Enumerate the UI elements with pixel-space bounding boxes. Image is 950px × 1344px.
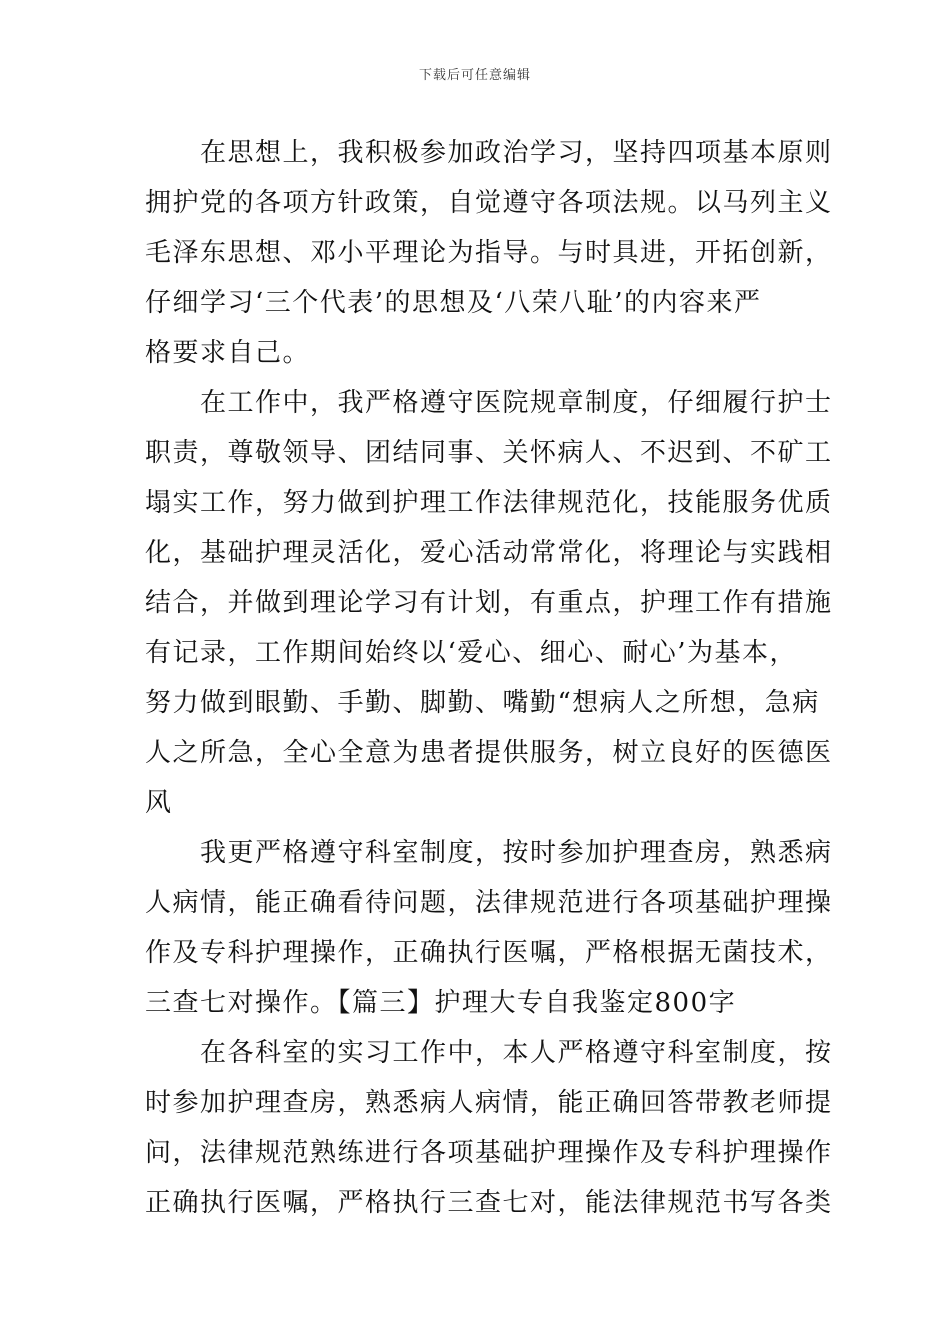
text-line: 有记录，工作期间始终以‘爱心、细心、耐心’为基本， [145, 638, 798, 668]
paragraph-2 [145, 378, 833, 828]
text-line: 职责，尊敬领导、团结同事、关怀病人、不迟到、不矿工 [145, 438, 833, 468]
text-line: 我更严格遵守科室制度，按时参加护理查房，熟悉病 [145, 838, 833, 868]
text-line: 在工作中，我严格遵守医院规章制度，仔细履行护士 [145, 388, 833, 418]
text-line: 正确执行医嘱，严格执行三查七对，能法律规范书写各类 [145, 1188, 833, 1218]
text-line: 在各科室的实习工作中，本人严格遵守科室制度，按 [145, 1038, 833, 1068]
text-line: 作及专科护理操作，正确执行医嘱，严格根据无菌技术， [145, 938, 833, 968]
paragraph-4 [145, 1028, 833, 1228]
text-line: 塌实工作，努力做到护理工作法律规范化，技能服务优质 [145, 488, 833, 518]
paragraph-3 [145, 828, 833, 1028]
text-line: 拥护党的各项方针政策，自觉遵守各项法规。以马列主义 [145, 188, 833, 218]
text-line: 时参加护理查房，熟悉病人病情，能正确回答带教老师提 [145, 1088, 833, 1118]
text-line: 仔细学习‘三个代表’的思想及‘八荣八耻’的内容来严 [145, 288, 762, 318]
text-line: 在思想上，我积极参加政治学习，坚持四项基本原则 [145, 138, 833, 168]
text-line: 问，法律规范熟练进行各项基础护理操作及专科护理操作 [145, 1138, 833, 1168]
text-line: 格要求自己。 [145, 338, 311, 368]
text-line: 三查七对操作。【篇三】护理大专自我鉴定800字 [145, 988, 737, 1018]
text-line: 人病情，能正确看待问题，法律规范进行各项基础护理操 [145, 888, 833, 918]
document-body [145, 128, 833, 1228]
text-line: 结合，并做到理论学习有计划，有重点，护理工作有措施 [145, 588, 833, 618]
text-line: 风 [145, 788, 173, 818]
paragraph-1 [145, 128, 833, 378]
text-line: 化，基础护理灵活化，爱心活动常常化，将理论与实践相 [145, 538, 833, 568]
text-line: 毛泽东思想、邓小平理论为指导。与时具进，开拓创新， [145, 238, 833, 268]
text-line: 人之所急，全心全意为患者提供服务，树立良好的医德医 [145, 738, 833, 768]
page-header-note: 下载后可任意编辑 [418, 68, 531, 83]
text-line: 努力做到眼勤、手勤、脚勤、嘴勤“想病人之所想，急病 [145, 688, 820, 718]
